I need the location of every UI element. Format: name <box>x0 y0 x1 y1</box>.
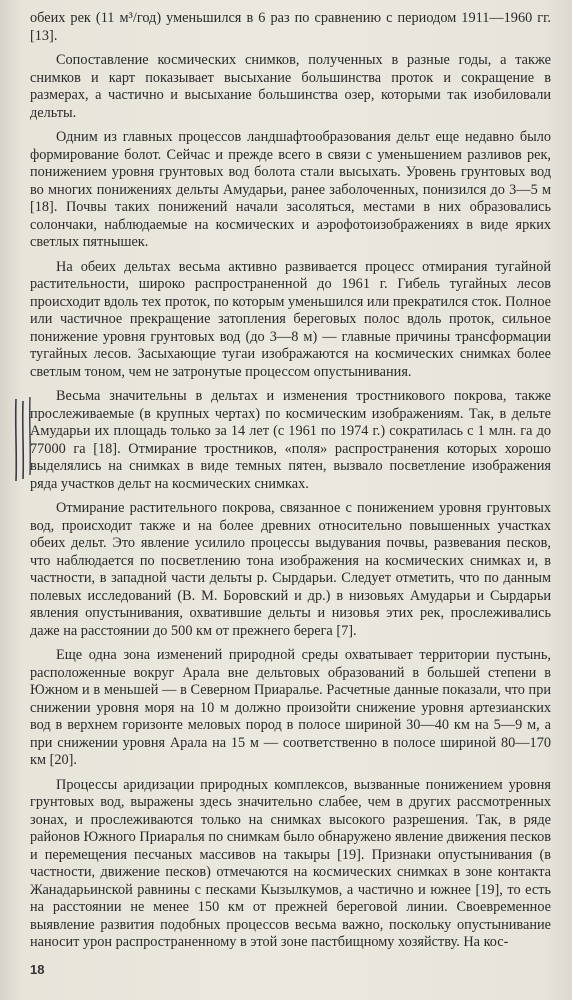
paragraph: обеих рек (11 м³/год) уменьшился в 6 раз по сравнению с периодом 1911—1960 гг. [13]. <box>30 10 551 44</box>
page-number: 18 <box>30 962 45 977</box>
paragraph: Отмирание растительного покрова, связанное с понижением уровня грунтовых вод, происходит также и на более древних относительно повышенных участках обеих дельт. Это явление усилило процессы выдувания почвы, развевания песков, что наблюдается по посветлению тона изображения на космических снимках и, в частности, в западной части дельты р. Сырдарьи. Следует отметить, что по данным полевых исследований (В. М. Боровский и др.) в низовьях Амударьи и Сырдарьи явления опустынивания, охватившие дельты и низовья этих рек, прослеживались даже на расстоянии до 500 км от прежнего берега [7]. <box>30 500 551 639</box>
paragraph: Одним из главных процессов ландшафтообразования дельт еще недавно было формирование болот. Сейчас и прежде всего в связи с уменьшением разливов рек, понижением уровня грунтовых вод болота стали высыхать. Уровень грунтовых вод во многих понижениях дельты Амударьи, ранее заболоченных, понизился до 3—5 м [18]. Почвы таких понижений начали засоляться, местами в них образовались солончаки, наблюдаемые на космических и аэрофотоизображениях в виде ярких светлых пятнышек. <box>30 129 551 250</box>
paragraph: На обеих дельтах весьма активно развивается процесс отмирания тугайной растительности, широко распространенной до 1961 г. Гибель тугайных лесов происходит вдоль тех проток, по которым уменьшился или прекратился сток. Полное или частичное прекращение затопления береговых полос вдоль проток, сильное понижение уровня грунтовых вод (до 3—8 м) — главные причины трансформации тугайных лесов. Засыхающие тугаи изображаются на космических снимках более светлым тоном, чем не затронутые процессом опустынивания. <box>30 258 551 380</box>
paragraph: Еще одна зона изменений природной среды охватывает территории пустынь, расположенные вокруг Арала вне дельтовых образований в большей степени в Южном и в меньшей — в Северном Приаралье. Расчетные данные показали, что при снижении уровня моря на 10 м должно произойти снижение уровня артезианских вод в верхнем горизонте меловых пород в полосе шириной 30—40 км на 5—9 м, а при снижении уровня Арала на 15 м — соответственно в полосе шириной 80—170 км [20]. <box>30 647 551 768</box>
paragraph: Процессы аридизации природных комплексов, вызванные понижением уровня грунтовых вод, выражены здесь значительно слабее, чем в других рассмотренных зонах, и прослеживаются только на снимках высокого разрешения. Так, в ряде районов Южного Приаралья по снимкам было обнаружено явление движения песков и перемещения песчаных массивов на такыры [19]. Признаки опустынивания (в частности, движение песков) отмечаются на космических снимках в зоне контакта Жанадарьинской равнины с песками Кызылкумов, а частично и южнее [19], то есть на расстоянии не менее 150 км от прежней береговой линии. Своевременное выявление развития подобных процессов весьма важно, поскольку опустынивание наносит урон распространенному в этой зоне пастбищному хозяйству. На кос- <box>30 776 551 950</box>
handwritten-margin-mark <box>10 395 44 485</box>
body-text <box>30 10 551 959</box>
paragraph: Сопоставление космических снимков, полученных в разные годы, а также снимков и карт показывает высыхание большинства проток и сокращение в размерах, а частично и высыхание большинства озер, которыми так изобиловали дельты. <box>30 52 551 121</box>
paragraph: Весьма значительны в дельтах и изменения тростникового покрова, также прослеживаемые (в крупных чертах) по космическим изображениям. Так, в дельте Амударьи их площадь только за 14 лет (с 1961 по 1974 г.) сократилась с 1 млн. га до 77000 га [18]. Отмирание тростников, «поля» распространения которых хорошо выделялись на снимках в виде темных пятен, вызвало посветление изображения ряда участков дельт на космических снимках. <box>30 388 551 492</box>
